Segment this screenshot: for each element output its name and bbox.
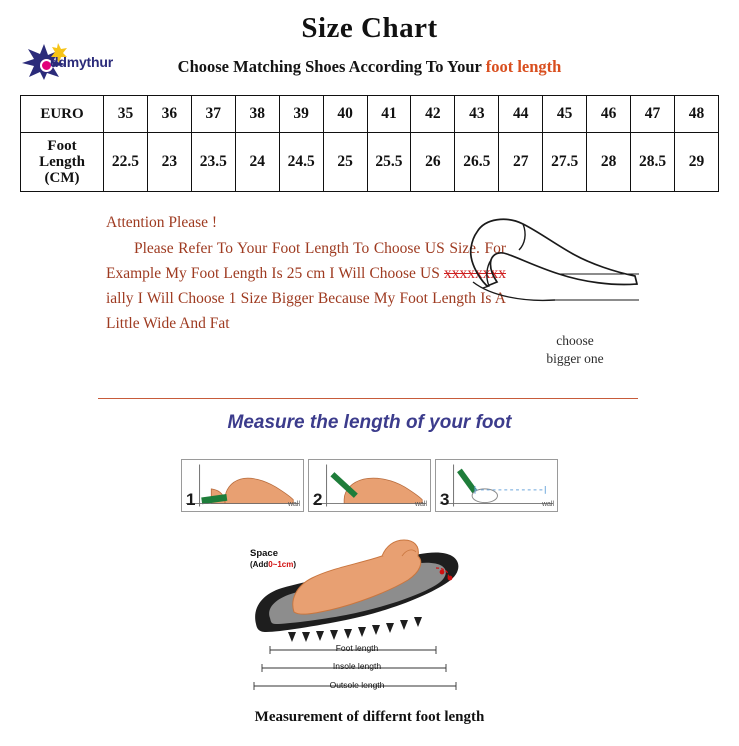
diagram-caption: Measurement of differnt foot length	[254, 709, 485, 725]
cell-foot-9: 27	[499, 133, 543, 192]
cell-euro-12: 47	[631, 96, 675, 133]
brand-name: ddmythur	[50, 54, 113, 70]
cell-euro-3: 38	[235, 96, 279, 133]
space-label-line1: Space	[250, 548, 278, 559]
table-row-foot-length	[21, 133, 719, 192]
space-label-line2	[250, 560, 296, 569]
foot-outline-illustration	[463, 210, 643, 330]
cell-euro-6: 41	[367, 96, 411, 133]
cell-foot-4: 24.5	[279, 133, 323, 192]
measure-steps	[181, 459, 558, 512]
space-label-suffix: )	[293, 559, 297, 569]
step-2-wall-label: wall	[414, 501, 427, 508]
measure-step-2	[308, 459, 431, 512]
measure-step-3	[435, 459, 558, 512]
row-header-line-1: Foot	[47, 137, 77, 154]
step-1-illustration	[182, 460, 303, 511]
page-title: Size Chart	[301, 12, 438, 44]
step-1-number: 1	[186, 490, 196, 509]
row-header-line-2: Length	[39, 153, 85, 170]
cell-foot-6: 25.5	[367, 133, 411, 192]
choose-bigger-note	[515, 332, 635, 368]
step-3-wall-label: wall	[541, 501, 554, 508]
row-header-line-3: (CM)	[44, 170, 80, 187]
cell-euro-4: 39	[279, 96, 323, 133]
attention-body	[106, 236, 506, 336]
cell-euro-2: 37	[191, 96, 235, 133]
attention-block	[0, 206, 739, 366]
cell-foot-0: 22.5	[104, 133, 148, 192]
space-label-value: 0~1cm	[268, 559, 294, 569]
cell-foot-12: 28.5	[631, 133, 675, 192]
cell-foot-7: 26	[411, 133, 455, 192]
cell-foot-1: 23	[147, 133, 191, 192]
brand-logo	[22, 42, 152, 80]
cell-euro-9: 44	[499, 96, 543, 133]
cell-euro-13: 48	[674, 96, 718, 133]
step-3-number: 3	[440, 490, 450, 509]
cell-foot-10: 27.5	[543, 133, 587, 192]
cell-euro-10: 45	[543, 96, 587, 133]
subtitle-highlight: foot length	[485, 57, 562, 76]
cell-euro-5: 40	[323, 96, 367, 133]
cell-foot-2: 23.5	[191, 133, 235, 192]
cell-euro-8: 43	[455, 96, 499, 133]
cell-euro-7: 42	[411, 96, 455, 133]
cell-foot-8: 26.5	[455, 133, 499, 192]
subtitle-prefix: Choose Matching Shoes According To Your	[177, 57, 486, 76]
attention-body-part1: Please Refer To Your Foot Length To Choose US Size. For Example My Foot Length Is 25 cm I Will Choose US	[106, 240, 506, 283]
dimension-foot-length: Foot length	[335, 643, 379, 653]
cell-euro-11: 46	[587, 96, 631, 133]
step-1-wall-label: wall	[287, 501, 300, 508]
attention-body-part2: ially I Will Choose 1 Size Bigger Because My Foot Length Is A Little Wide And Fat	[106, 290, 506, 333]
size-table	[20, 95, 719, 192]
cell-foot-13: 29	[674, 133, 718, 192]
table-row-euro	[21, 96, 719, 133]
space-label	[250, 549, 296, 569]
attention-text	[106, 210, 506, 337]
step-3-illustration	[436, 460, 557, 511]
space-label-prefix: (Add	[250, 559, 269, 569]
measure-step-1	[181, 459, 304, 512]
section-divider	[98, 398, 638, 399]
dimension-insole-length: Insole length	[332, 661, 382, 671]
dimension-outsole-length: Outsole length	[329, 680, 385, 690]
row-header-euro: EURO	[21, 96, 104, 133]
attention-heading: Attention Please !	[106, 214, 218, 231]
size-table-wrapper	[20, 95, 719, 192]
measure-heading: Measure the length of your foot	[227, 412, 512, 433]
step-2-number: 2	[313, 490, 323, 509]
cell-foot-11: 28	[587, 133, 631, 192]
choose-note-line1: choose	[556, 333, 594, 348]
cell-foot-3: 24	[235, 133, 279, 192]
row-header-foot-length	[21, 133, 104, 192]
step-2-illustration	[309, 460, 430, 511]
cell-euro-0: 35	[104, 96, 148, 133]
choose-note-line2: bigger one	[546, 351, 604, 367]
cell-foot-5: 25	[323, 133, 367, 192]
cell-euro-1: 36	[147, 96, 191, 133]
attention-body-strike: xxxxxxxx	[444, 265, 506, 283]
